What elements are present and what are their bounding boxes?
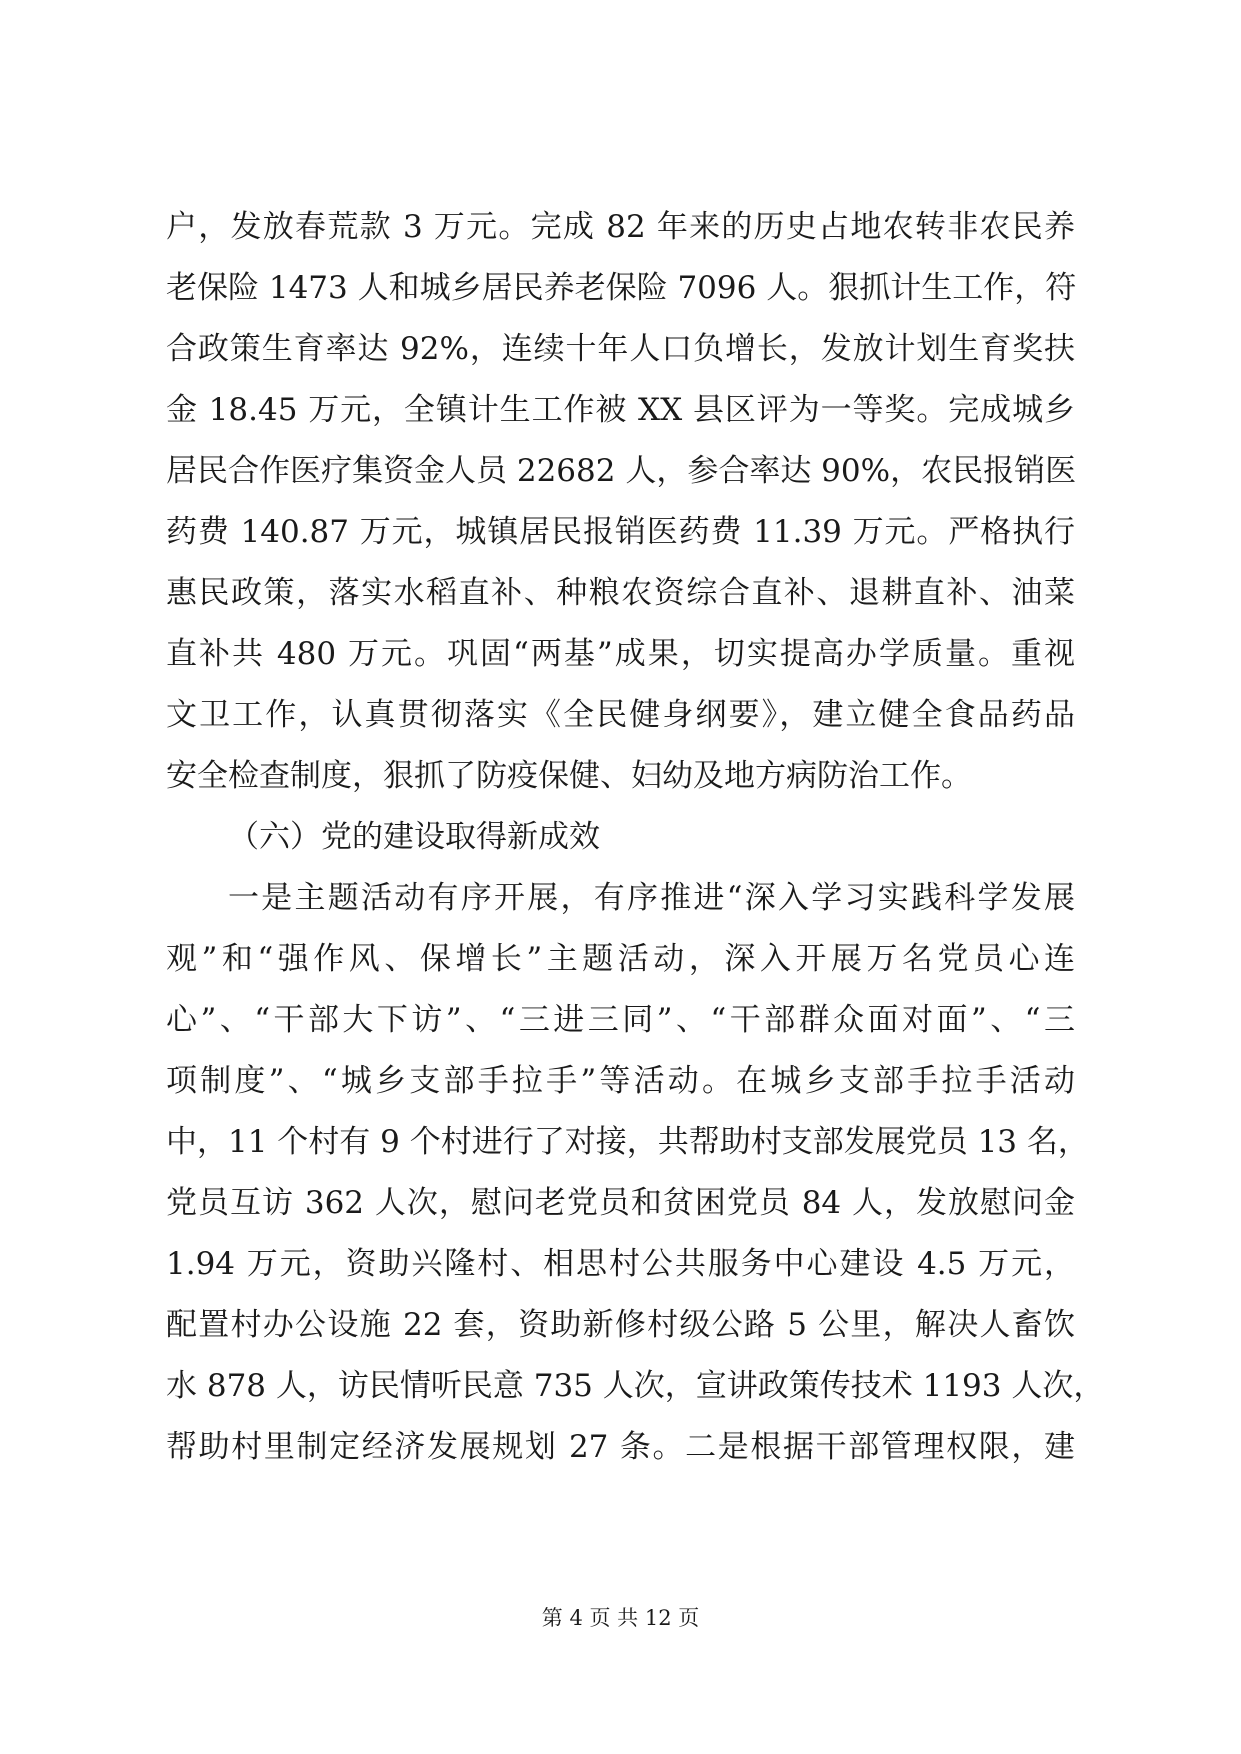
text-line: 户，发放春荒款 3 万元。完成 82 年来的历史占地农转非农民养 [166, 209, 1075, 245]
text-line: 项制度”、“城乡支部手拉手”等活动。在城乡支部手拉手活动 [166, 1063, 1075, 1099]
text-line: 居民合作医疗集资金人员 22682 人，参合率达 90%，农民报销医 [166, 453, 1077, 489]
text-line: 老保险 1473 人和城乡居民养老保险 7096 人。狠抓计生工作，符 [166, 270, 1077, 306]
text-line: 一是主题活动有序开展，有序推进“深入学习实践科学发展 [228, 880, 1075, 916]
text-line: 合政策生育率达 92%，连续十年人口负增长，发放计划生育奖扶 [166, 331, 1075, 367]
text-line: 直补共 480 万元。巩固“两基”成果，切实提高办学质量。重视 [166, 636, 1075, 672]
text-line: 安全检查制度，狠抓了防疫保健、妇幼及地方病防治工作。 [166, 758, 972, 794]
text-line: 惠民政策，落实水稻直补、种粮农资综合直补、退耕直补、油菜 [166, 575, 1075, 611]
text-line: 配置村办公设施 22 套，资助新修村级公路 5 公里，解决人畜饮 [166, 1307, 1075, 1343]
text-line: 水 878 人，访民情听民意 735 人次，宣讲政策传技术 1193 人次， [166, 1368, 1105, 1404]
section-heading: （六）党的建设取得新成效 [228, 819, 600, 855]
text-line: 1.94 万元，资助兴隆村、相思村公共服务中心建设 4.5 万元， [166, 1246, 1075, 1282]
text-line: 药费 140.87 万元，城镇居民报销医药费 11.39 万元。严格执行 [166, 514, 1075, 550]
text-line: 心”、“干部大下访”、“三进三同”、“干部群众面对面”、“三 [166, 1002, 1075, 1038]
text-line: 文卫工作，认真贯彻落实《全民健身纲要》，建立健全食品药品 [166, 697, 1075, 733]
text-line: 帮助村里制定经济发展规划 27 条。二是根据干部管理权限，建 [166, 1429, 1075, 1465]
text-line: 观”和“强作风、保增长”主题活动，深入开展万名党员心连 [166, 941, 1075, 977]
text-line: 金 18.45 万元，全镇计生工作被 XX 县区评为一等奖。完成城乡 [166, 392, 1075, 428]
page-number-footer: 第 4 页 共 12 页 [541, 1606, 700, 1630]
text-line: 党员互访 362 人次，慰问老党员和贫困党员 84 人，发放慰问金 [166, 1185, 1075, 1221]
text-line: 中，11 个村有 9 个村进行了对接，共帮助村支部发展党员 13 名， [166, 1124, 1089, 1160]
